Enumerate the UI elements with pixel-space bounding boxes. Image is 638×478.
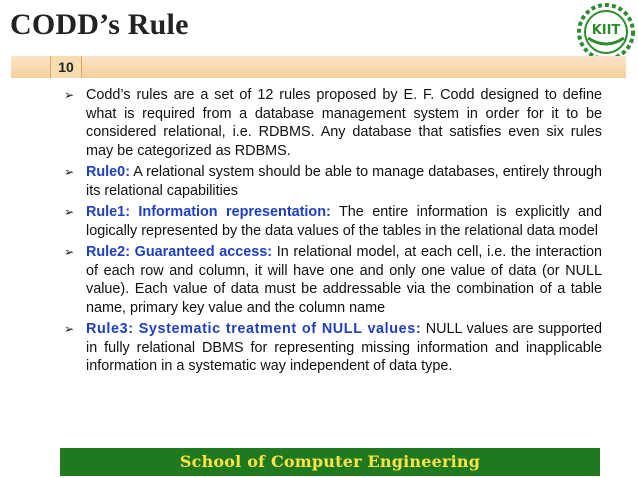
bullet-intro [64, 86, 602, 160]
kiit-logo-icon [576, 2, 636, 62]
slide-header-bar [11, 56, 626, 78]
bullet-text: In relational model, at each cell, i.e. the interaction of each row and column, it will have one and only one value of data (or NULL value). Each value of data must be addressable via the combination of a table name, primary key value and the column name [86, 244, 602, 316]
arrow-bullet-icon: ➢ [64, 165, 75, 179]
rule-label: Rule2: Guaranteed access: [86, 244, 273, 260]
arrow-bullet-icon: ➢ [64, 205, 75, 219]
rule-label: Rule3: Systematic treatment of NULL values: [86, 321, 422, 337]
arrow-bullet-icon: ➢ [64, 322, 75, 336]
bullet-text: The entire information is explicitly and logically represented by the data values of the tables in the relational data model [86, 204, 602, 239]
bullet-rule0 [64, 163, 602, 200]
bullet-rule2 [64, 243, 602, 317]
rule-label: Rule0: [86, 164, 130, 180]
arrow-bullet-icon: ➢ [64, 88, 75, 102]
arrow-bullet-icon: ➢ [64, 245, 75, 259]
bullet-rule1 [64, 203, 602, 240]
slide-number: 10 [58, 59, 74, 75]
content-body [64, 86, 602, 379]
bullet-text: Codd’s rules are a set of 12 rules proposed by E. F. Codd designed to define what is required from a database management system in order for it to be considered relational, i.e. RDBMS. Any database that satisfies even six rules may be categorized as RDBMS. [86, 87, 602, 159]
rule-label: Rule1: Information representation: [86, 204, 331, 220]
bullet-text: NULL values are supported in fully relational DBMS for representing missing information and inapplicable information in a systematic way independent of data type. [86, 321, 603, 374]
bullet-rule3 [64, 320, 602, 376]
page-title: CODD’s Rule [10, 8, 189, 41]
footer-text: School of Computer Engineering [179, 452, 481, 471]
slide-number-box [50, 56, 82, 78]
bullet-text: A relational system should be able to manage databases, entirely through its relational capabilities [86, 164, 602, 199]
logo-text: KIIT [591, 23, 621, 38]
footer-bar [60, 448, 600, 476]
